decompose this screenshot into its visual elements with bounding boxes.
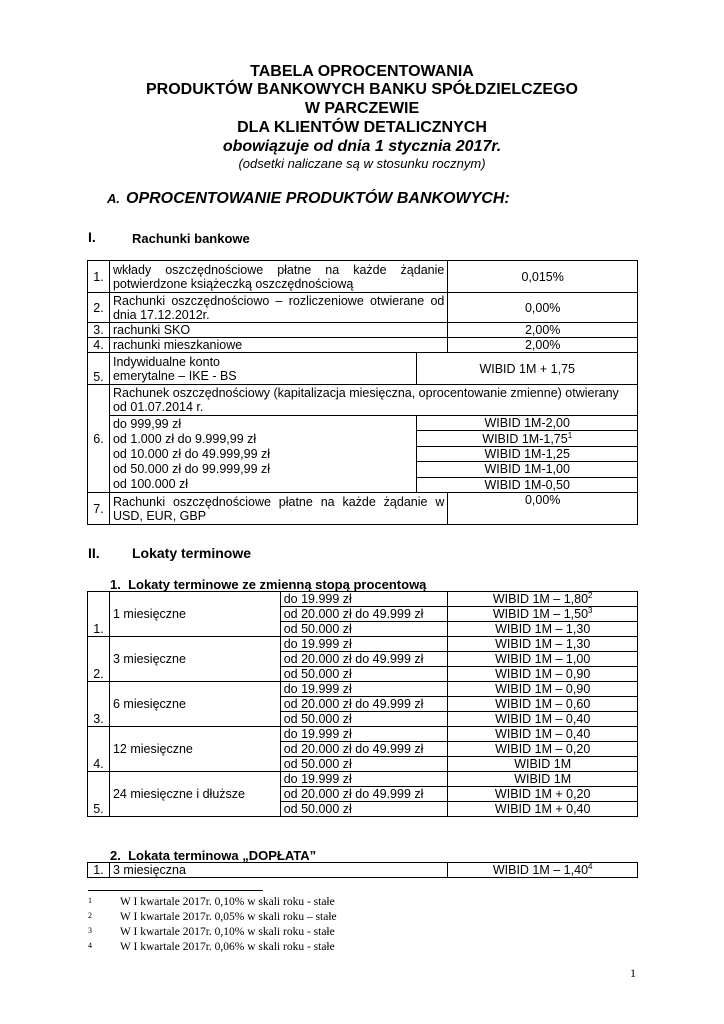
row-number: 6. <box>88 385 110 493</box>
row-description: rachunki SKO <box>109 323 447 338</box>
term-deposits-table <box>87 591 638 817</box>
footnote-text: W I kwartale 2017r. 0,10% w skali roku - stałe <box>120 926 335 938</box>
tier-rate: WIBID 1M-2,00 <box>417 416 638 431</box>
tier-rate: WIBID 1M-1,00 <box>417 462 638 477</box>
tier-range: od 50.000 zł <box>280 622 448 637</box>
tier-range: do 19.999 zł <box>280 727 448 742</box>
tier-rate-value: WIBID 1M – 1,00 <box>495 652 591 666</box>
row-description: rachunki mieszkaniowe <box>109 338 447 353</box>
footnote-ref: 3 <box>588 605 593 615</box>
tier-rate-value: WIBID 1M <box>514 757 572 771</box>
tier-rate <box>448 712 638 727</box>
table-row <box>88 592 638 607</box>
tier-rate-value: WIBID 1M – 1,50 <box>492 607 589 621</box>
footnote <box>88 896 335 908</box>
tier-rate-value: WIBID 1M – 1,40 <box>492 863 589 877</box>
section-i-number: I. <box>88 229 96 245</box>
row-description: wkłady oszczędnościowe płatne na każde żądanie potwierdzone książeczką oszczędnościową <box>109 261 447 293</box>
deposit-term: 1 miesięczne <box>109 592 280 637</box>
footnote-ref: 2 <box>588 590 593 600</box>
page-number: 1 <box>630 966 636 980</box>
deposit-term: 3 miesięczne <box>109 637 280 682</box>
row-number: 3. <box>88 682 110 727</box>
tier-rate-value: WIBID 1M – 1,80 <box>492 592 589 606</box>
table-row <box>88 353 638 385</box>
tier-range: od 20.000 zł do 49.999 zł <box>280 787 448 802</box>
title-line-4: DLA KLIENTÓW DETALICZNYCH <box>237 119 487 136</box>
row-number: 1. <box>88 592 110 637</box>
tier-rate <box>448 863 638 878</box>
tier-rate: WIBID 1M-1,25 <box>417 446 638 461</box>
title-line-3: W PARCZEWIE <box>304 100 420 117</box>
table-row <box>88 338 638 353</box>
tier-rate <box>448 667 638 682</box>
tier-rate <box>448 622 638 637</box>
tier-rate <box>448 697 638 712</box>
tier-rate-value: WIBID 1M – 0,90 <box>495 682 591 696</box>
footnote-separator <box>88 890 263 891</box>
valid-from: obowiązuje od dnia 1 stycznia 2017r. <box>222 138 502 155</box>
tier-rate-value: WIBID 1M – 0,40 <box>495 727 591 741</box>
footnote <box>88 941 335 953</box>
footnote-mark: 1 <box>88 896 92 905</box>
bank-accounts-table <box>87 260 638 525</box>
tier-range: od 20.000 zł do 49.999 zł <box>280 652 448 667</box>
row-description: Rachunek oszczędnościowy (kapitalizacja miesięczna, oprocentowanie zmienne) otwierany od 01.07.2014 r. <box>109 385 637 416</box>
doplata-heading: 2. Lokata terminowa „DOPŁATA” <box>110 848 317 863</box>
footnote-text: W I kwartale 2017r. 0,10% w skali roku - stałe <box>120 896 335 908</box>
row-description: Rachunki oszczędnościowe płatne na każde żądanie w USD, EUR, GBP <box>109 493 447 525</box>
section-a-title: OPROCENTOWANIE PRODUKTÓW BANKOWYCH: <box>126 190 510 207</box>
tier-rate <box>448 772 638 787</box>
tier-range: od 10.000 zł do 49.999,99 zł <box>112 447 271 461</box>
tier-range: od 50.000 zł <box>280 757 448 772</box>
table-row <box>88 416 638 431</box>
doplata-table <box>87 862 638 878</box>
tier-range: do 19.999 zł <box>280 772 448 787</box>
tier-rate-value: WIBID 1M – 0,60 <box>495 697 591 711</box>
table-row <box>88 493 638 525</box>
tier-rate <box>448 607 638 622</box>
tier-rate <box>448 652 638 667</box>
tier-rate <box>448 682 638 697</box>
tier-rate-value: WIBID 1M <box>514 772 572 786</box>
row-number: 4. <box>88 727 110 772</box>
title-line-1: TABELA OPROCENTOWANIA <box>250 63 474 80</box>
row-number: 5. <box>88 772 110 817</box>
row-number: 7. <box>88 493 110 525</box>
footnote-mark: 3 <box>88 926 92 935</box>
tier-range: od 1.000 zł do 9.999,99 zł <box>112 432 257 446</box>
deposit-term: 24 miesięczne i dłuższe <box>109 772 280 817</box>
row-number: 3. <box>88 323 110 338</box>
deposit-term: 3 miesięczna <box>109 863 447 878</box>
table-row <box>88 323 638 338</box>
tier-rate <box>448 592 638 607</box>
tier-range: od 50.000 zł <box>280 802 448 817</box>
tier-rate <box>448 637 638 652</box>
row-number: 1. <box>88 863 110 878</box>
tier-rate-value: WIBID 1M – 1,30 <box>495 622 591 636</box>
footnote-mark: 2 <box>88 911 92 920</box>
tier-rate-value: WIBID 1M – 0,20 <box>495 742 591 756</box>
tier-rate <box>448 742 638 757</box>
deposit-term: 12 miesięczne <box>109 727 280 772</box>
tier-range: od 20.000 zł do 49.999 zł <box>280 607 448 622</box>
section-ii-title: Lokaty terminowe <box>132 545 252 561</box>
tier-range: od 20.000 zł do 49.999 zł <box>280 697 448 712</box>
tier-range: od 20.000 zł do 49.999 zł <box>280 742 448 757</box>
tier-rate <box>448 727 638 742</box>
footnote <box>88 911 337 923</box>
tier-range: od 50.000 zł do 99.999,99 zł <box>112 462 271 476</box>
row-rate: 2,00% <box>448 323 638 338</box>
table-row <box>88 293 638 323</box>
footnote-mark: 4 <box>88 941 92 950</box>
row-rate: 0,00% <box>448 493 638 525</box>
row-number: 5. <box>88 353 110 385</box>
variable-rate-deposits-heading: 1. Lokaty terminowe ze zmienną stopą procentową <box>110 577 427 592</box>
section-ii-number: II. <box>88 545 100 561</box>
tier-rate-value: WIBID 1M – 0,40 <box>495 712 591 726</box>
row-number: 4. <box>88 338 110 353</box>
row-description: Rachunki oszczędnościowo – rozliczeniowe otwierane od dnia 17.12.2012r. <box>109 293 447 323</box>
footnote-ref: 4 <box>588 861 593 871</box>
tier-ranges <box>109 416 416 493</box>
tier-rate: WIBID 1M-0,50 <box>417 477 638 492</box>
tier-range: do 999,99 zł <box>112 417 182 431</box>
title-line-2: PRODUKTÓW BANKOWYCH BANKU SPÓŁDZIELCZEGO <box>146 81 578 98</box>
tier-rate <box>448 787 638 802</box>
section-a-letter: A. <box>107 191 120 206</box>
interest-note: (odsetki naliczane są w stosunku rocznym) <box>238 156 486 171</box>
section-i-title: Rachunki bankowe <box>132 231 250 246</box>
tier-rate-value: WIBID 1M + 0,40 <box>494 802 591 816</box>
tier-range: do 19.999 zł <box>280 592 448 607</box>
table-row <box>88 863 638 878</box>
row-description <box>109 353 416 385</box>
table-row <box>88 772 638 787</box>
deposit-term: 6 miesięczne <box>109 682 280 727</box>
tier-rate-value: WIBID 1M – 1,30 <box>495 637 591 651</box>
table-row <box>88 261 638 293</box>
footnote-text: W I kwartale 2017r. 0,05% w skali roku – stałe <box>120 911 337 923</box>
tier-rate-value: WIBID 1M-1,75 <box>482 431 568 446</box>
row-rate: 2,00% <box>448 338 638 353</box>
table-row <box>88 682 638 697</box>
row-number: 2. <box>88 637 110 682</box>
table-row <box>88 385 638 416</box>
footnote <box>88 926 335 938</box>
tier-rate-value: WIBID 1M + 0,20 <box>494 787 591 801</box>
footnote-text: W I kwartale 2017r. 0,06% w skali roku - stałe <box>120 941 335 953</box>
table-row <box>88 637 638 652</box>
row-number: 1. <box>88 261 110 293</box>
row-rate: WIBID 1M + 1,75 <box>417 353 638 385</box>
tier-rate <box>448 757 638 772</box>
row-description-line: Indywidualne konto <box>112 354 221 369</box>
tier-range: od 50.000 zł <box>280 712 448 727</box>
row-number: 2. <box>88 293 110 323</box>
row-rate: 0,00% <box>448 293 638 323</box>
footnote-ref: 1 <box>567 430 573 440</box>
row-rate: 0,015% <box>448 261 638 293</box>
tier-rate <box>417 431 638 446</box>
section-a-heading <box>107 190 510 208</box>
table-row <box>88 727 638 742</box>
tier-range: od 100.000 zł <box>112 477 189 491</box>
tier-rate <box>448 802 638 817</box>
tier-range: do 19.999 zł <box>280 682 448 697</box>
tier-rate-value: WIBID 1M – 0,90 <box>495 667 591 681</box>
tier-range: od 50.000 zł <box>280 667 448 682</box>
tier-range: do 19.999 zł <box>280 637 448 652</box>
row-description-line: emerytalne – IKE - BS <box>112 368 237 383</box>
